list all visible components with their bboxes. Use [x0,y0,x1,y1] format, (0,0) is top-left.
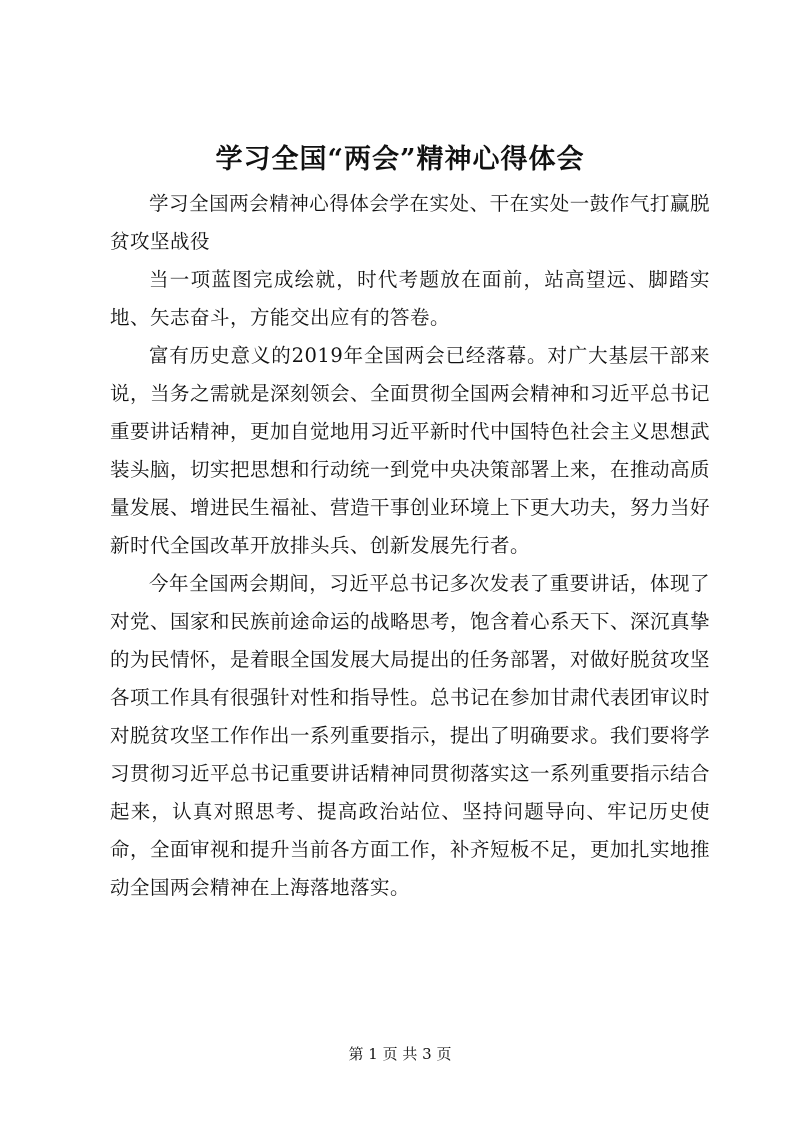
paragraph: 今年全国两会期间，习近平总书记多次发表了重要讲话，体现了对党、国家和民族前途命运的战略思考，饱含着心系天下、深沉真挚的为民情怀，是着眼全国发展大局提出的任务部署，对做好脱贫攻坚各项工作具有很强针对性和指导性。总书记在参加甘肃代表团审议时对脱贫攻坚工作作出一系列重要指示，提出了明确要求。我们要将学习贯彻习近平总书记重要讲话精神同贯彻落实这一系列重要指示结合起来，认真对照思考、提高政治站位、坚持问题导向、牢记历史使命，全面审视和提升当前各方面工作，补齐短板不足，更加扎实地推动全国两会精神在上海落地落实。 [110,572,711,899]
paragraph: 学习全国两会精神心得体会学在实处、干在实处一鼓作气打赢脱贫攻坚战役 [110,192,710,253]
paragraph: 富有历史意义的2019年全国两会已经落幕。对广大基层干部来说，当务之需就是深刻领会、全面贯彻全国两会精神和习近平总书记重要讲话精神，更加自觉地用习近平新时代中国特色社会主义思想武装头脑，切实把思想和行动统一到党中央决策部署上来，在推动高质量发展、增进民生福祉、营造干事创业环境上下更大功夫，努力当好新时代全国改革开放排头兵、创新发展先行者。 [110,344,711,557]
document-body [110,185,710,907]
paragraph: 当一项蓝图完成绘就，时代考题放在面前，站高望远、脚踏实地、矢志奋斗，方能交出应有的答卷。 [110,268,710,329]
document-title: 学习全国“两会”精神心得体会 [215,144,585,175]
page-footer: 第 1 页 共 3 页 [348,1045,452,1063]
